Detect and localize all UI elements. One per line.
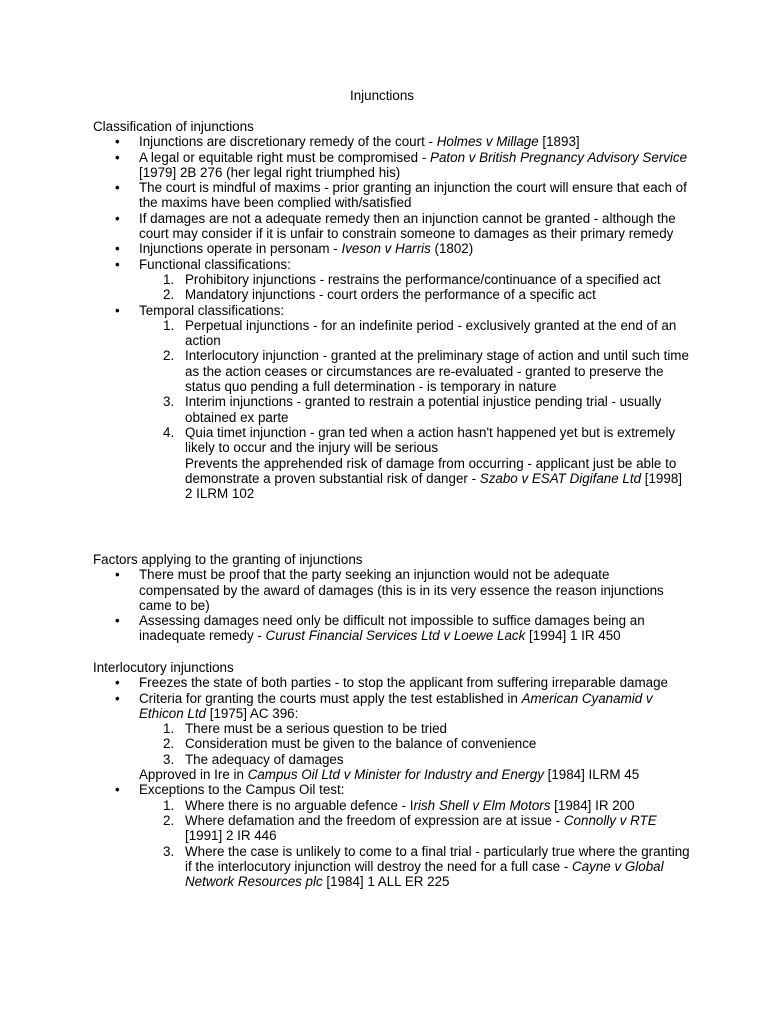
citation-reference: [1994] 1 IR 450 xyxy=(525,628,621,644)
item-text: Where the case is unlikely to come to a final trial - particularly true where the granting if the interlocutory injunction will destroy the need for a full case - xyxy=(185,843,690,874)
numbered-list xyxy=(139,272,693,303)
section-interlocutory xyxy=(93,660,693,889)
item-text: Injunctions are discretionary remedy of the court - xyxy=(139,134,437,150)
case-citation: Holmes v Millage xyxy=(436,134,539,150)
item-text: A legal or equitable right must be compromised - xyxy=(139,149,431,165)
list-item xyxy=(93,257,693,303)
numbered-item xyxy=(139,736,693,751)
section-factors xyxy=(93,552,693,644)
numbered-item xyxy=(139,813,693,844)
citation-reference: [1979] 2B 276 (her legal right triumphed his) xyxy=(139,164,401,180)
item-number: 3. xyxy=(163,751,175,767)
citation-reference: [1893] xyxy=(538,134,580,150)
numbered-list xyxy=(139,798,693,890)
citation-reference: (1802) xyxy=(430,241,474,257)
item-text: Approved in Ire in xyxy=(139,767,248,783)
case-citation: Cayne v Global Network Resources plc xyxy=(185,858,664,890)
bullet-list xyxy=(93,134,693,501)
item-number: 1. xyxy=(163,721,175,737)
numbered-list xyxy=(139,318,693,502)
item-number: 2. xyxy=(163,348,175,364)
numbered-item xyxy=(139,318,693,349)
list-item xyxy=(93,613,693,644)
citation-reference: [1984] ILRM 45 xyxy=(543,767,640,783)
document-title: Injunctions xyxy=(349,88,415,103)
numbered-item xyxy=(139,752,693,767)
item-text: Functional classifications: xyxy=(139,256,291,272)
numbered-item xyxy=(139,798,693,813)
case-citation: Curust Financial Services Ltd v Loewe Lack xyxy=(265,628,526,644)
numbered-item xyxy=(139,425,693,501)
list-item xyxy=(93,675,693,690)
list-item xyxy=(93,150,693,181)
numbered-list xyxy=(139,721,693,767)
item-text: The adequacy of damages xyxy=(185,751,344,767)
section-heading: Interlocutory injunctions xyxy=(93,660,234,675)
item-text: Temporal classifications: xyxy=(139,302,285,318)
list-item xyxy=(93,567,693,613)
continuation-paragraph xyxy=(185,456,693,502)
case-citation: Iveson v Harris xyxy=(341,241,431,257)
item-number: 3. xyxy=(163,394,175,410)
continuation-paragraph xyxy=(139,767,693,782)
citation-reference: [1975] AC 396: xyxy=(206,705,299,721)
item-number: 4. xyxy=(163,424,175,440)
item-text: Mandatory injunctions - court orders the performance of a specific act xyxy=(185,287,596,303)
numbered-item xyxy=(139,844,693,890)
item-text: There must be proof that the party seeking an injunction would not be adequate compensated by the award of damages (this is in its very essence the reason injunctions came to be) xyxy=(139,567,664,613)
item-number: 3. xyxy=(163,843,175,859)
list-item xyxy=(93,134,693,149)
numbered-item xyxy=(139,721,693,736)
section-heading: Factors applying to the granting of injunctions xyxy=(93,552,363,567)
citation-reference: [1991] 2 IR 446 xyxy=(185,828,277,844)
numbered-item xyxy=(139,348,693,394)
item-text: Interim injunctions - granted to restrain a potential injustice pending trial - usually obtained ex parte xyxy=(185,394,662,425)
item-text: Where there is no arguable defence - I xyxy=(185,797,414,813)
list-item xyxy=(93,241,693,256)
section-heading: Classification of injunctions xyxy=(93,119,254,134)
item-number: 1. xyxy=(163,271,175,287)
item-text: There must be a serious question to be tried xyxy=(185,721,448,737)
list-item xyxy=(93,303,693,502)
section-classification xyxy=(93,119,693,501)
case-citation: American Cyanamid v Ethicon Ltd xyxy=(139,690,653,721)
list-item xyxy=(93,691,693,783)
numbered-item xyxy=(139,287,693,302)
item-number: 1. xyxy=(163,797,175,813)
case-citation: Connolly v RTE xyxy=(563,812,657,828)
numbered-item xyxy=(139,272,693,287)
item-text: The court is mindful of maxims - prior granting an injunction the court will ensure that each of the maxims have been complied with/satisfied xyxy=(139,180,687,211)
item-text: Prevents the apprehended risk of damage from occurring - applicant just be able to demonstrate a proven substantial risk of danger - xyxy=(185,455,677,486)
list-item xyxy=(93,180,693,211)
citation-reference: [1984] 1 ALL ER 225 xyxy=(322,874,450,890)
item-text: If damages are not a adequate remedy then an injunction cannot be granted - although the court may consider if it is unfair to constrain someone to damages as their primary remedy xyxy=(139,210,676,242)
item-number: 1. xyxy=(163,317,175,333)
item-text: Exceptions to the Campus Oil test: xyxy=(139,782,345,798)
numbered-item xyxy=(139,394,693,425)
item-text: Injunctions operate in personam - xyxy=(139,241,342,257)
item-text: Freezes the state of both parties - to stop the applicant from suffering irreparable damage xyxy=(139,675,668,691)
item-text: Interlocutory injunction - granted at the preliminary stage of action and until such time as the action ceases or circumstances are re-evaluated - granted to preserve the status quo pending a full determination - is temporary in nature xyxy=(185,348,689,395)
item-number: 2. xyxy=(163,287,175,303)
bullet-list xyxy=(93,675,693,889)
case-citation: rish Shell v Elm Motors xyxy=(413,797,551,813)
case-citation: Szabo v ESAT Digifane Ltd xyxy=(479,470,642,486)
case-citation: Campus Oil Ltd v Minister for Industry and Energy xyxy=(247,767,544,783)
list-item xyxy=(93,211,693,242)
item-number: 2. xyxy=(163,812,175,828)
item-text: Consideration must be given to the balance of convenience xyxy=(185,736,537,752)
case-citation: Paton v British Pregnancy Advisory Service xyxy=(430,149,688,165)
item-number: 2. xyxy=(163,736,175,752)
item-text: Assessing damages need only be difficult not impossible to suffice damages being an inadequate remedy - xyxy=(139,613,645,644)
item-text: Perpetual injunctions - for an indefinite period - exclusively granted at the end of an action xyxy=(185,317,677,349)
bullet-list xyxy=(93,567,693,643)
list-item xyxy=(93,782,693,889)
item-text: Prohibitory injunctions - restrains the performance/continuance of a specified act xyxy=(185,271,661,287)
item-text: Quia timet injunction - gran ted when a action hasn't happened yet but is extremely likely to occur and the injury will be serious xyxy=(185,424,676,456)
item-text: Criteria for granting the courts must apply the test established in xyxy=(139,690,522,706)
citation-reference: [1998] 2 ILRM 102 xyxy=(185,470,682,502)
citation-reference: [1984] IR 200 xyxy=(550,797,635,813)
item-text: Where defamation and the freedom of expression are at issue - xyxy=(185,812,564,828)
